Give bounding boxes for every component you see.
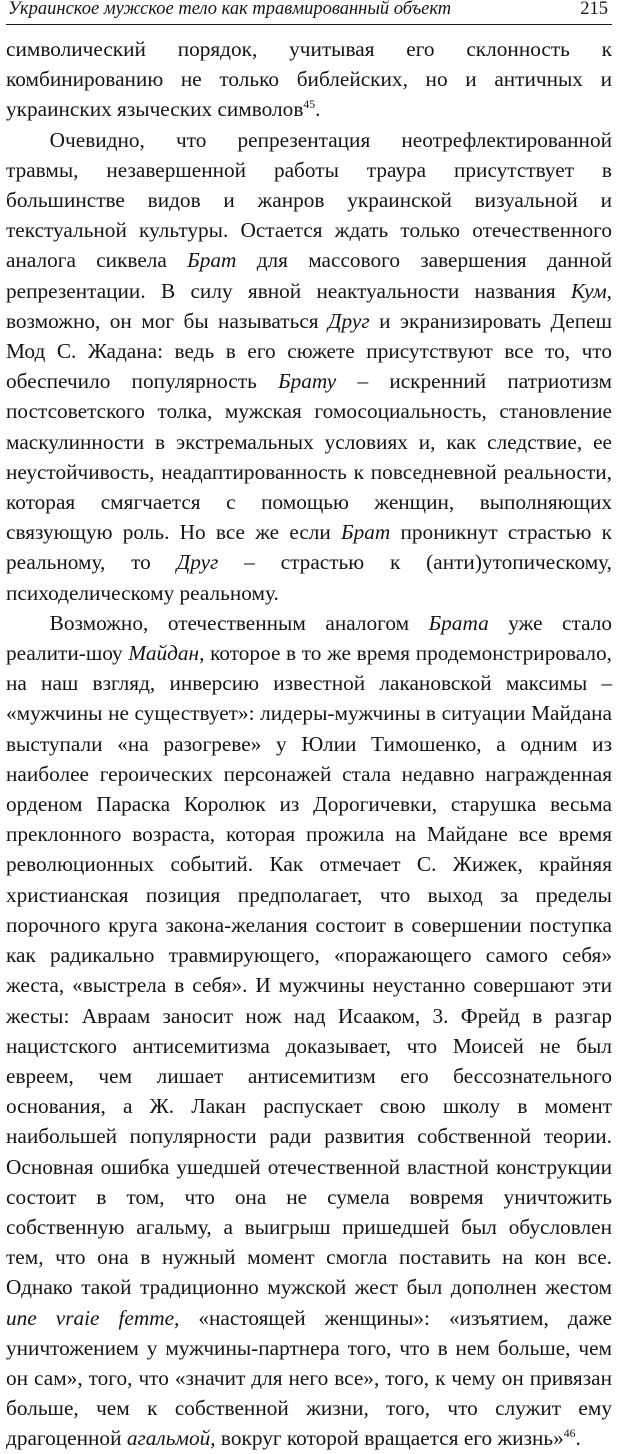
text-run: и экранизировать Депеш Мод С. Жадана: ведь в его сюжете присутствуют все то, что обеспечило популярность: [6, 308, 613, 394]
text-run: которое в то же время продемонстрировало, на наш взгляд, инверсию известной лакановской максимы – «мужчины не существует»: лидеры-мужчины в ситуации Майдана выступали «на разогреве» у Юлии Тимошенко, а одним из наиболее героических персонажей стала недавно награжденная орденом Параска Королюк из Дорогичевки, старушка весьма преклонного возраста, которая прожила на Майдане все время революционных событий. Как отмечает С. Жижек, крайняя христианская позиция предполагает, что выход за пределы порочного круга закона-желания состоит в совершении поступка как радикально травмирующего, «поражающего самого себя» жеста, «выстрела в себя». И мужчины неустанно совершают эти жесты: Авраам заносит нож над Исааком, 3. Фрейд в разгар нацистского антисемитизма доказывает, что Моисей не был евреем, чем лишает антисемитизм его бессознательного основания, а Ж. Лакан распускает свою школу в момент наибольшей популярности ради развития собственной теории. Основная ошибка ушедшей отечественной властной конструкции состоит в том, что она не сумела вовремя уничтожить собственную агальму, а выигрыш пришедшей был обусловлен тем, что она в нужный момент смогла поставить на кон все. Однако такой традиционно мужской жест был дополнен жестом: [6, 641, 613, 1300]
text-run: вокруг которой вращается его жизнь»: [215, 1426, 564, 1451]
text-run: .: [575, 1426, 581, 1451]
text-run: .: [315, 97, 321, 122]
text-run: – страстью к (анти)утопическому, психоделическому реальному.: [6, 550, 613, 605]
text-run: – искренний патриотизм постсоветского толка, мужская гомосоциальность, становление маскулинности в экстремальных условиях и, как следствие, ее неустойчивость, неадаптированность к повседневной реальности, которая смягчается с помощью женщин, выполняющих связующую роль. Но все же если: [6, 369, 612, 545]
text-run: Очевидно, что репрезентация неотрефлектированной травмы, незавершенной работы траура присутствует в большинстве видов и жанров украинской визуальной и текстуальной культуры. Остается ждать только отечественного аналога сиквела: [6, 127, 612, 273]
italic-text: Друг: [176, 550, 219, 575]
paragraph: [6, 608, 612, 1454]
text-run: для массового завершения данной репрезентации. В силу явной неактуальности названия: [6, 248, 612, 303]
italic-text: агальмой,: [126, 1426, 216, 1451]
text-run: уже стало реалити-шоу: [6, 610, 612, 666]
text-run: возможно, он мог бы называться: [6, 308, 328, 333]
paragraph: [6, 34, 612, 125]
footnote-marker: 46: [563, 1427, 576, 1441]
text-run: символический порядок, учитывая его склонность к комбинированию не только библейских, но и античных и украинских языческих символов: [6, 37, 612, 122]
italic-text: Кум,: [570, 278, 612, 303]
italic-text: Брат: [341, 520, 391, 545]
text-run: Возможно, отечественным аналогом: [49, 610, 429, 635]
text-run: «настоящей женщины»: «изъятием, даже уничтожением у мужчины-партнера того, что в нем больше, чем он сам», того, что «значит для него все», того, к чему он привязан больше, чем к собственной жизни, того, что служит ему драгоценной: [6, 1305, 612, 1451]
running-head: [6, 0, 612, 25]
italic-text: Брата: [428, 610, 489, 635]
italic-text: Майдан,: [128, 641, 205, 666]
italic-text: Брат: [187, 248, 237, 273]
italic-text: Друг: [328, 308, 370, 333]
italic-text: une vraie femme,: [6, 1305, 180, 1330]
running-head-title: Украинское мужское тело как травмированный объект: [8, 0, 452, 19]
page-number: 215: [580, 0, 608, 19]
text-run: проникнут страстью к реальному, то: [6, 520, 612, 575]
paragraph: [6, 125, 612, 608]
footnote-marker: 45: [303, 98, 316, 112]
italic-text: Брату: [278, 369, 337, 394]
body-text: [6, 34, 612, 1454]
